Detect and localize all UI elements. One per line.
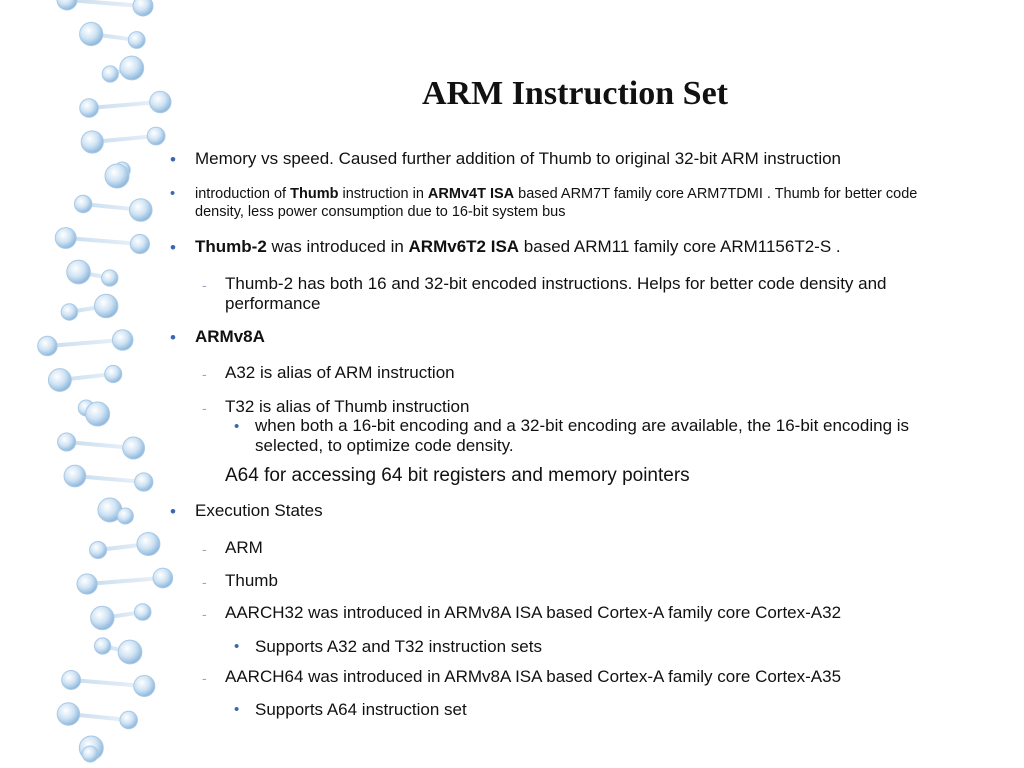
bullet-marker: • [170,150,176,169]
dna-bead [135,473,153,491]
dna-bead [58,433,76,451]
sub-sub-bullet-aarch32-support: Supports A32 and T32 instruction sets [255,637,542,656]
sub-bullet-dash: - [202,277,207,293]
dna-bead [57,0,77,10]
sub-bullet-dash: - [202,400,207,416]
dna-bead [134,675,155,696]
bullet-marker: • [170,328,176,347]
dna-rung [47,340,122,346]
dna-bead [90,541,107,558]
dna-bead [77,574,97,594]
dna-bead [74,195,91,212]
line-a64: A64 for accessing 64 bit registers and memory pointers [225,465,690,486]
dna-bead [86,402,110,426]
dna-bead [102,270,118,286]
dna-bead [128,32,145,49]
dna-bead [118,640,142,664]
dna-bead [94,638,110,654]
dna-bead [120,711,138,729]
dna-bead [129,199,152,222]
sub-bullet-dash: - [202,606,207,622]
dna-bead [48,369,71,392]
dna-bead [105,365,122,382]
dna-bead [137,533,160,556]
dna-bead [105,164,129,188]
dna-bead [61,304,78,321]
dna-bead [82,746,98,762]
sub-bullet-dash: - [202,574,207,590]
bullet-memory-vs-speed: Memory vs speed. Caused further addition of Thumb to original 32-bit ARM instruction [195,149,841,168]
dna-rung [67,0,143,6]
bullet-execution-states: Execution States [195,501,323,520]
dna-bead [67,260,91,284]
slide-title: ARM Instruction Set [422,75,728,112]
dna-bead [123,437,145,459]
sub-bullet-dash: - [202,541,207,557]
dna-bead [102,66,118,82]
sub-bullet-aarch64: AARCH64 was introduced in ARMv8A ISA based Cortex-A family core Cortex-A35 [225,667,842,686]
dna-bead [147,127,165,145]
dna-bead [55,228,76,249]
bullet-marker: • [170,238,176,257]
bullet-intro-thumb: introduction of Thumb instruction in ARMv4T ISA based ARM7T family core ARM7TDMI . Thumb for better code density, less power consumption due to 16-bit system bus [195,186,918,220]
dna-bead [94,294,117,317]
sub-bullet-t32-alias: T32 is alias of Thumb instruction [225,397,470,416]
sub-bullet-state-arm: ARM [225,538,263,557]
dna-bead [81,131,103,153]
sub-sub-bullet-aarch64-support: Supports A64 instruction set [255,700,467,719]
dna-bead [62,671,81,690]
sub-bullet-state-thumb: Thumb [225,571,278,590]
dna-bead [91,606,114,629]
bullet-marker: • [234,418,240,435]
sub-bullet-a32-alias: A32 is alias of ARM instruction [225,363,455,382]
dna-bead [150,91,171,112]
dna-bead [80,99,99,118]
dna-bead [130,234,149,253]
dna-bead [120,56,144,80]
bullet-armv8a: ARMv8A [195,327,265,346]
sub-bullet-dash: - [202,670,207,686]
dna-bead [57,703,79,725]
sub-bullet-dash: - [202,366,207,382]
bullet-marker: • [170,502,176,521]
dna-bead [134,604,151,621]
dna-bead [117,508,133,524]
sub-bullet-aarch32: AARCH32 was introduced in ARMv8A ISA based Cortex-A family core Cortex-A32 [225,603,842,622]
dna-bead [133,0,153,16]
dna-rung [66,238,140,244]
sub-sub-bullet-t32-detail: when both a 16-bit encoding and a 32-bit encoding are available, the 16-bit encoding is selected, to optimize code density. [255,416,910,455]
sub-bullet-thumb2-encoding: Thumb-2 has both 16 and 32-bit encoded instructions. Helps for better code density and performance [225,274,887,313]
dna-bead [112,330,133,351]
bullet-thumb2: Thumb-2 was introduced in ARMv6T2 ISA based ARM11 family core ARM1156T2-S . [195,237,841,256]
dna-bead [153,568,173,588]
dna-rung [87,578,163,584]
bullet-marker: • [234,701,240,718]
dna-bead [80,22,103,45]
dna-strand-decoration-icon [0,0,175,768]
dna-bead [38,336,57,355]
bullet-marker: • [234,638,240,655]
dna-bead [64,465,86,487]
bullet-marker: • [170,186,176,202]
